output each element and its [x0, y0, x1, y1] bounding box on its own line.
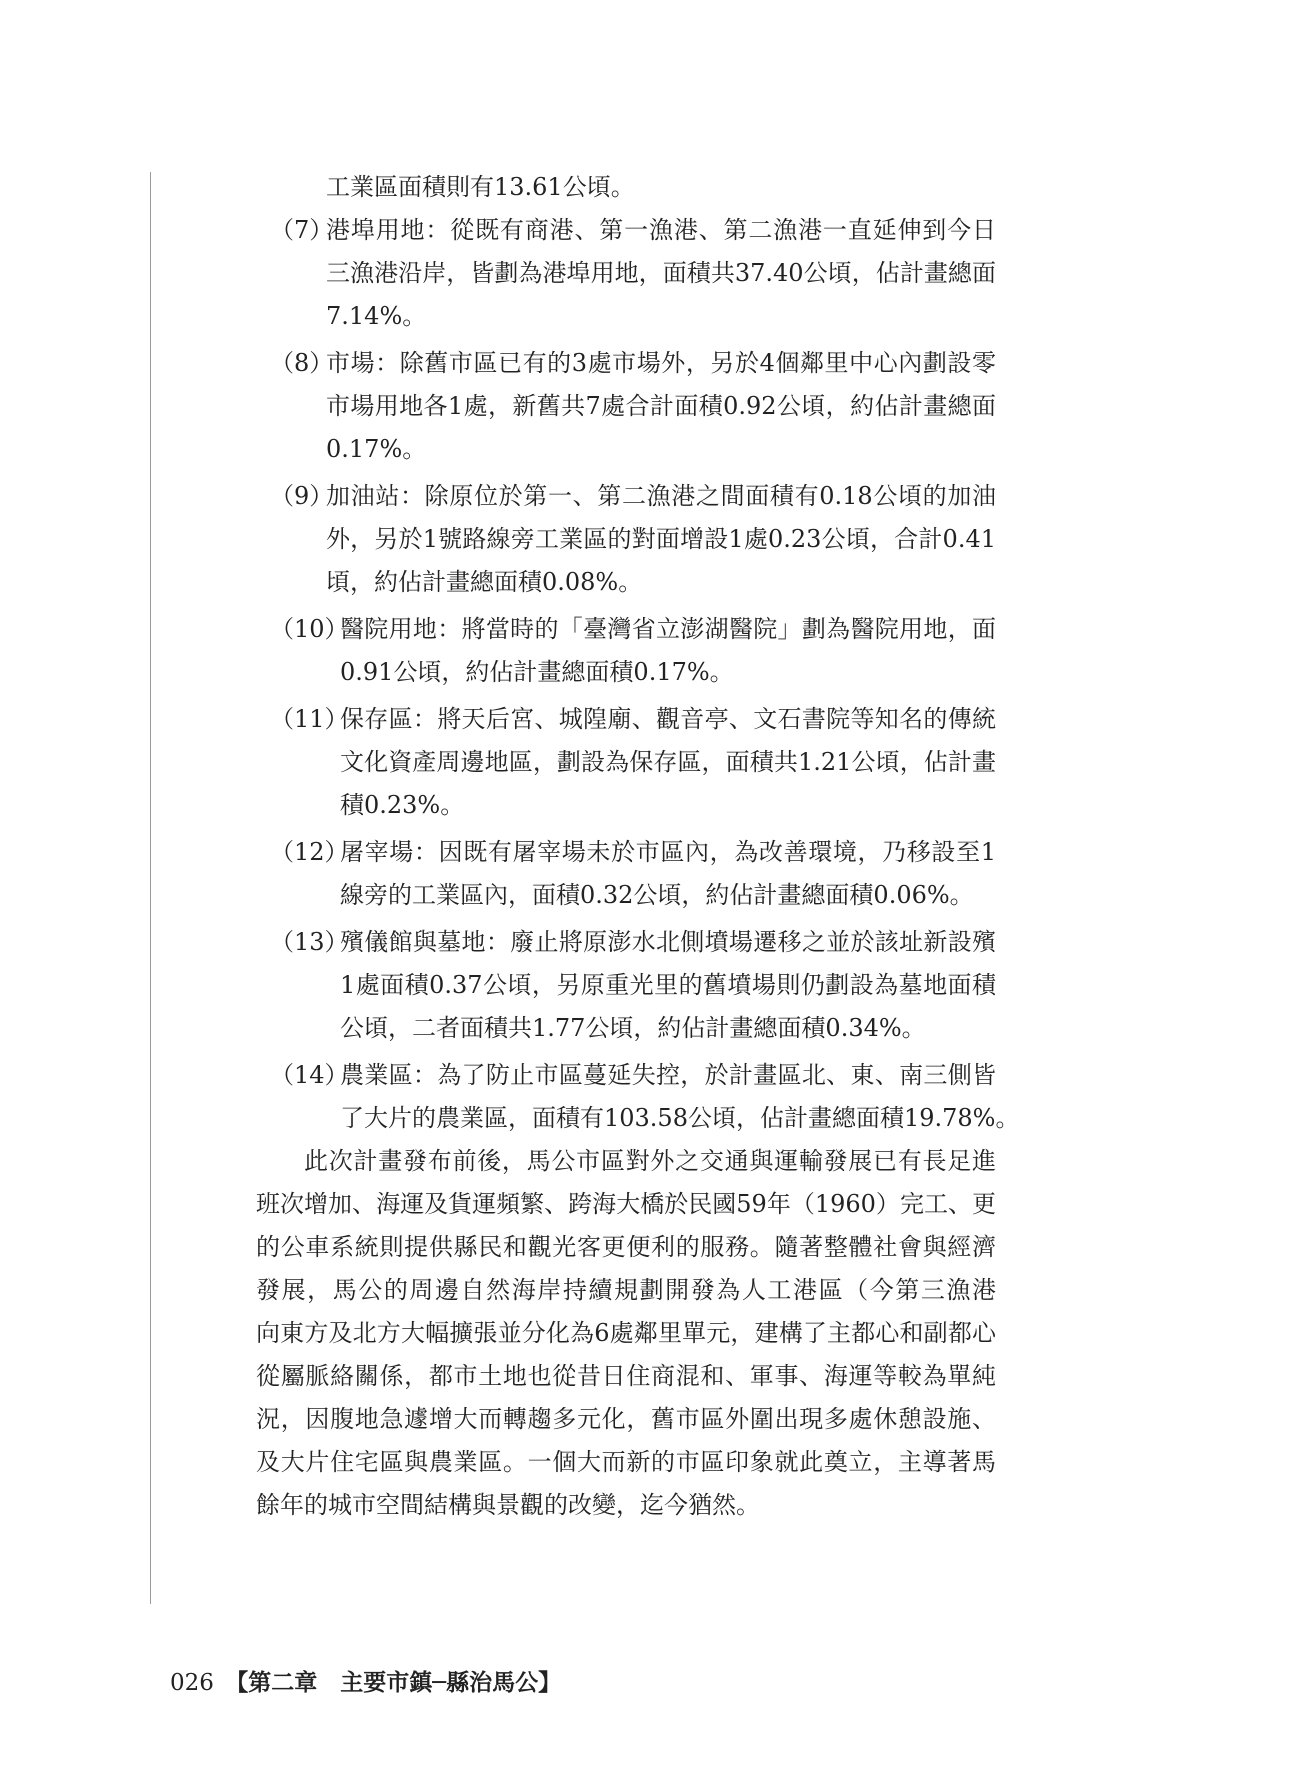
paragraph-line-8	[256, 1441, 1136, 1484]
body-text	[256, 166, 1136, 1527]
text-line: 外，另於1號路線旁工業區的對面增設1處0.23公頃，合計0.41	[326, 525, 996, 553]
list-marker: （14）	[270, 1061, 349, 1089]
list-marker: （9）	[270, 482, 334, 510]
list-item-8-line-1	[256, 342, 1136, 385]
list-item-8-line-2	[256, 385, 1136, 428]
paragraph-line-6	[256, 1355, 1136, 1398]
list-item-10-line-2	[256, 651, 1136, 694]
list-marker: （13）	[270, 928, 349, 956]
text-line: 農業區：為了防止市區蔓延失控，於計畫區北、東、南三側皆	[340, 1061, 996, 1089]
list-item-9-line-3	[256, 561, 1136, 604]
page-footer	[170, 1667, 561, 1699]
page-number: 026	[170, 1670, 214, 1696]
text-line: 了大片的農業區，面積有103.58公頃，佔計畫總面積19.78%。	[340, 1104, 1020, 1132]
text-line: 醫院用地：將當時的「臺灣省立澎湖醫院」劃為醫院用地，面	[340, 615, 996, 643]
list-item-12-line-1	[256, 831, 1136, 874]
text-line: 向東方及北方大幅擴張並分化為6處鄰里單元，建構了主都心和副都心	[256, 1319, 996, 1347]
list-item-10-line-1	[256, 608, 1136, 651]
text-line: 的公車系統則提供縣民和觀光客更便利的服務。隨著整體社會與經濟	[256, 1233, 996, 1261]
text-line: 及大片住宅區與農業區。一個大而新的市區印象就此奠立，主導著馬	[256, 1448, 996, 1476]
list-marker: （10）	[270, 615, 349, 643]
text-line: 屠宰場：因既有屠宰場未於市區內，為改善環境，乃移設至1	[340, 838, 996, 866]
text-line: 餘年的城市空間結構與景觀的改變，迄今猶然。	[256, 1491, 760, 1519]
list-item-7-line-2	[256, 252, 1136, 295]
list-item-7-line-1	[256, 209, 1136, 252]
list-item-13-line-1	[256, 921, 1136, 964]
list-item-9-line-2	[256, 518, 1136, 561]
list-marker: （12）	[270, 838, 349, 866]
text-line: 發展，馬公的周邊自然海岸持續規劃開發為人工港區（今第三漁港	[256, 1276, 996, 1304]
text-line: 市場：除舊市區已有的3處市場外，另於4個鄰里中心內劃設零	[326, 349, 996, 377]
list-item-7-line-3	[256, 295, 1136, 338]
list-marker: （8）	[270, 349, 334, 377]
list-item-8-line-3	[256, 428, 1136, 471]
paragraph-line-2	[256, 1183, 1136, 1226]
paragraph-line-4	[256, 1269, 1136, 1312]
list-marker: （7）	[270, 216, 334, 244]
text-line: 7.14%。	[326, 302, 427, 330]
list-item-11-line-2	[256, 741, 1136, 784]
running-header-chapter: 【第二章 主要市鎮─縣治馬公】	[225, 1669, 562, 1696]
text-line: 加油站：除原位於第一、第二漁港之間面積有0.18公頃的加油	[326, 482, 996, 510]
text-line: 港埠用地：從既有商港、第一漁港、第二漁港一直延伸到今日	[326, 216, 996, 244]
list-item-14-line-2	[256, 1097, 1136, 1140]
text-line: 0.91公頃，約佔計畫總面積0.17%。	[340, 658, 734, 686]
text-line: 保存區：將天后宮、城隍廟、觀音亭、文石書院等知名的傳統	[340, 705, 996, 733]
margin-rule	[150, 172, 151, 1604]
text-line: 積0.23%。	[340, 791, 465, 819]
text-line: 工業區面積則有13.61公頃。	[326, 173, 635, 201]
text-line: 三漁港沿岸，皆劃為港埠用地，面積共37.40公頃，佔計畫總面	[326, 259, 996, 287]
text-line: 況，因腹地急遽增大而轉趨多元化，舊市區外圍出現多處休憩設施、	[256, 1405, 996, 1433]
text-line: 頃，約佔計畫總面積0.08%。	[326, 568, 643, 596]
continuation-line	[256, 166, 1136, 209]
text-line: 線旁的工業區內，面積0.32公頃，約佔計畫總面積0.06%。	[340, 881, 974, 909]
paragraph-line-9	[256, 1484, 1136, 1527]
list-item-14-line-1	[256, 1054, 1136, 1097]
text-line: 1處面積0.37公頃，另原重光里的舊墳場則仍劃設為墓地面積	[340, 971, 996, 999]
list-item-9-line-1	[256, 475, 1136, 518]
paragraph-line-5	[256, 1312, 1136, 1355]
list-marker: （11）	[270, 705, 349, 733]
text-line: 此次計畫發布前後，馬公市區對外之交通與運輸發展已有長足進	[304, 1147, 996, 1175]
text-line: 文化資產周邊地區，劃設為保存區，面積共1.21公頃，佔計畫	[340, 748, 996, 776]
text-line: 從屬脈絡關係，都市土地也從昔日住商混和、軍事、海運等較為單純	[256, 1362, 996, 1390]
text-line: 市場用地各1處，新舊共7處合計面積0.92公頃，約佔計畫總面	[326, 392, 996, 420]
text-line: 公頃，二者面積共1.77公頃，約佔計畫總面積0.34%。	[340, 1014, 926, 1042]
paragraph-line-7	[256, 1398, 1136, 1441]
text-line: 班次增加、海運及貨運頻繁、跨海大橋於民國59年（1960）完工、更	[256, 1190, 996, 1218]
list-item-11-line-1	[256, 698, 1136, 741]
list-item-12-line-2	[256, 874, 1136, 917]
paragraph-line-1	[256, 1140, 1136, 1183]
list-item-13-line-3	[256, 1007, 1136, 1050]
list-item-13-line-2	[256, 964, 1136, 1007]
list-item-11-line-3	[256, 784, 1136, 827]
text-line: 殯儀館與墓地：廢止將原澎水北側墳場遷移之並於該址新設殯	[340, 928, 996, 956]
text-line: 0.17%。	[326, 435, 427, 463]
paragraph-line-3	[256, 1226, 1136, 1269]
